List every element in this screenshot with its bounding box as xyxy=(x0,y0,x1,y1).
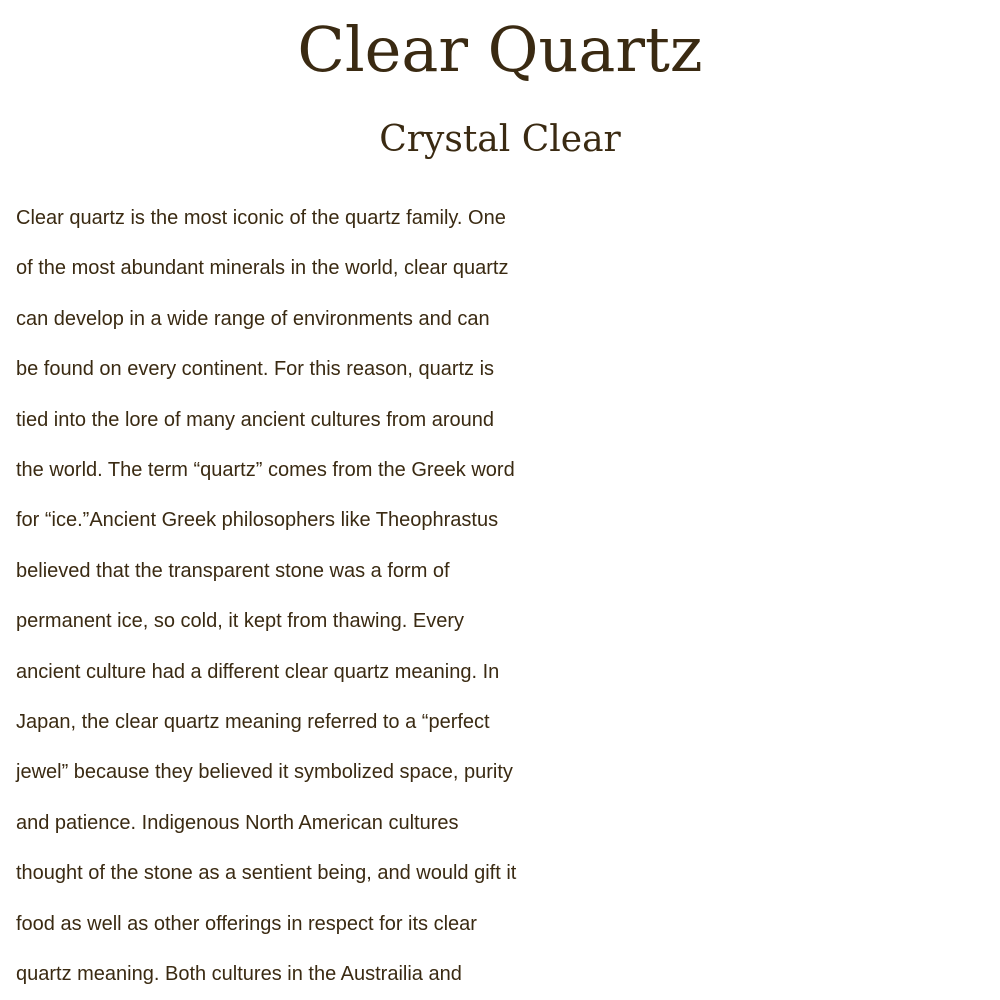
body-line: permanent ice, so cold, it kept from thawing. Every xyxy=(16,610,464,633)
body-line: of the most abundant minerals in the world, clear quartz xyxy=(16,257,509,280)
body-line: ancient culture had a different clear quartz meaning. In xyxy=(16,660,500,683)
body-line: be found on every continent. For this reason, quartz is xyxy=(16,358,495,381)
article-title: Clear Quartz xyxy=(297,13,703,86)
body-line: the world. The term “quartz” comes from the Greek word xyxy=(16,459,515,482)
body-line: Japan, the clear quartz meaning referred to a “perfect xyxy=(16,711,490,734)
body-line: thought of the stone as a sentient being, and would gift it xyxy=(16,862,517,885)
body-line: Clear quartz is the most iconic of the quartz family. One xyxy=(16,207,506,229)
body-line: can develop in a wide range of environments and can xyxy=(16,307,490,330)
article-body xyxy=(16,193,1000,1000)
body-line: believed that the transparent stone was a form of xyxy=(16,559,450,582)
body-line: food as well as other offerings in respect for its clear xyxy=(16,912,477,935)
body-line: jewel” because they believed it symbolized space, purity xyxy=(16,761,513,784)
body-line: and patience. Indigenous North American cultures xyxy=(16,811,459,834)
body-line: tied into the lore of many ancient cultures from around xyxy=(16,408,495,431)
article-subtitle: Crystal Clear xyxy=(379,119,621,160)
body-line: for “ice.”Ancient Greek philosophers like Theophrastus xyxy=(16,509,499,532)
body-line: quartz meaning. Both cultures in the Austrailia and xyxy=(16,963,462,986)
